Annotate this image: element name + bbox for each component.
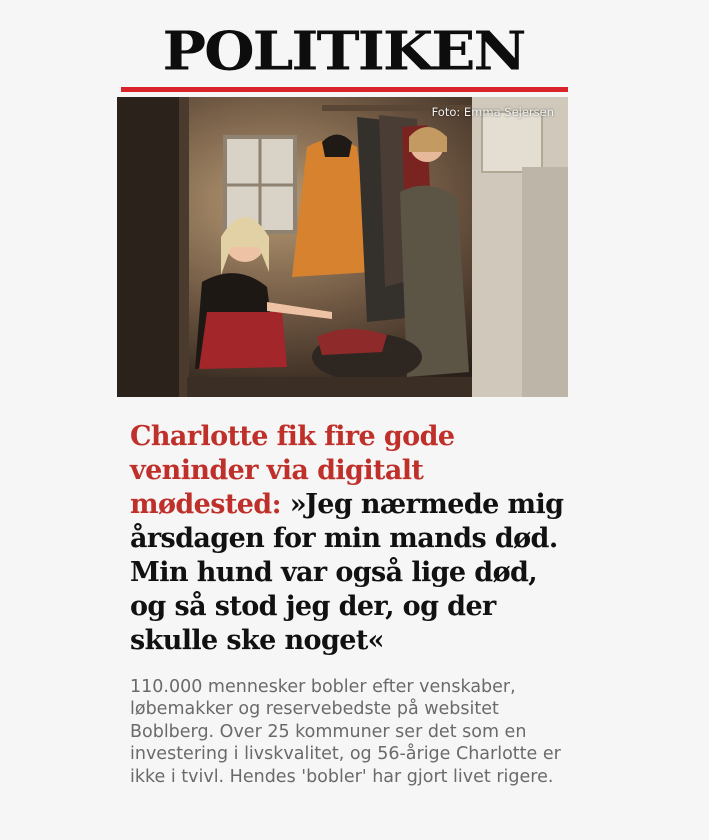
article-photo[interactable] (117, 97, 568, 397)
masthead-rule (121, 87, 568, 92)
headline-kicker: Charlotte fik fire gode veninder via digitalt mødested: (130, 421, 455, 520)
photo-illustration (117, 97, 568, 397)
article-lead: 110.000 mennesker bobler efter venskaber, løbemakker og reservebedste på websitet Boblberg. Over 25 kommuner ser det som en investering i livskvalitet, og 56-årige Charlotte er ikke i tvivl. Hendes 'bobler' har gjort livet rigere. (130, 677, 561, 787)
article-headline[interactable] (130, 420, 570, 658)
masthead-logo[interactable]: POLITIKEN (162, 19, 525, 83)
photo-credit: Foto: Emma Sejersen (431, 105, 554, 119)
headline-quote: »Jeg nærmede mig årsdagen for min mands død. Min hund var også lige død, og så stod jeg der, og der skulle ske noget« (130, 489, 564, 656)
